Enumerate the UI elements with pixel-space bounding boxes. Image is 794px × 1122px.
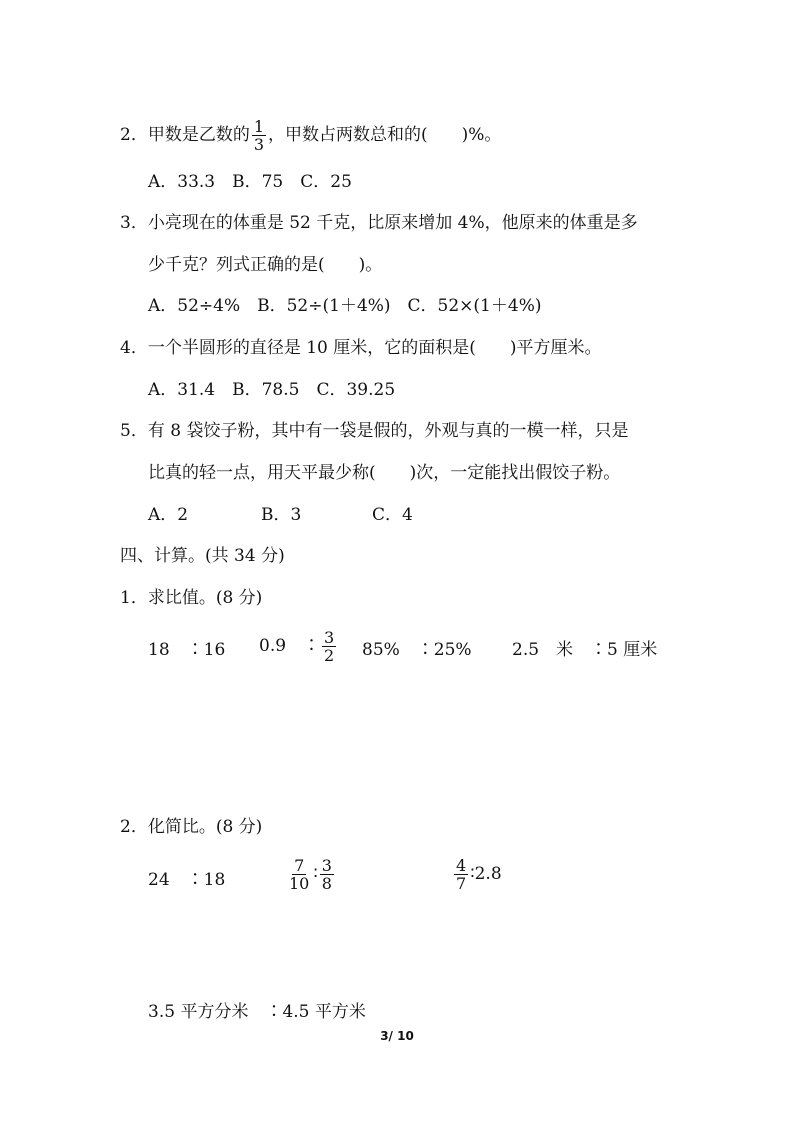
question-5-line-1: 5．有 8 袋饺子粉，其中有一袋是假的，外观与真的一模一样，只是: [120, 421, 629, 441]
question-2-line: [120, 118, 501, 153]
question-2-text-pre: 2．甲数是乙数的: [120, 125, 250, 145]
simplify-expression-3: $\frac{4}{7}$ ∶2.8: [456, 856, 502, 893]
page-number: 3/ 10: [380, 1029, 414, 1043]
section-4-title: 四、计算。(共 34 分): [120, 546, 285, 566]
question-3-options: A．52÷4% B．52÷(1＋4%) C．52×(1＋4%): [148, 296, 542, 316]
question-5-line-2: 比真的轻一点，用天平最少称( )次，一定能找出假饺子粉。: [148, 463, 621, 483]
question-2-text-post: ，甲数占两数总和的( )%。: [268, 125, 502, 145]
question-4-line-1: 4．一个半圆形的直径是 10 厘米，它的面积是( )平方厘米。: [120, 338, 602, 358]
ratio-expression-2: 0.9 ∶ $\frac{3}{2}$: [259, 628, 335, 665]
part-2-title: 2．化简比。(8 分): [120, 817, 263, 837]
question-4-options: A．31.4 B．78.5 C．39.25: [148, 380, 396, 400]
fraction-seven-tenths: $\frac{7}{10}$: [289, 856, 310, 893]
question-3-line-2: 少千克？列式正确的是( )。: [148, 255, 383, 275]
fraction-one-third: $\frac{1}{3}$: [253, 117, 265, 154]
question-2-options: A．33.3 B．75 C．25: [148, 172, 352, 192]
ratio-expression-3: 85% ∶25%: [362, 640, 472, 660]
part-1-title: 1．求比值。(8 分): [120, 588, 263, 608]
simplify-expression-4: 3.5 平方分米 ∶4.5 平方米: [148, 1002, 366, 1022]
simplify-expression-2: $\frac{7}{10}$ ∶ $\frac{3}{8}$: [289, 856, 332, 893]
question-3-line-1: 3．小亮现在的体重是 52 千克，比原来增加 4%，他原来的体重是多: [120, 213, 638, 233]
question-5-option-a: A．2: [148, 505, 189, 525]
ratio-expression-1: 18 ∶16: [148, 640, 226, 660]
question-5-option-c: C．4: [372, 505, 413, 525]
question-5-option-b: B．3: [261, 505, 302, 525]
fraction-four-sevenths: $\frac{4}{7}$: [456, 856, 467, 893]
ratio-expression-4: 2.5 米 ∶5 厘米: [512, 640, 658, 660]
fraction-three-eighths: $\frac{3}{8}$: [321, 856, 332, 893]
fraction-three-halves: $\frac{3}{2}$: [324, 628, 335, 665]
simplify-expression-1: 24 ∶18: [148, 870, 226, 890]
